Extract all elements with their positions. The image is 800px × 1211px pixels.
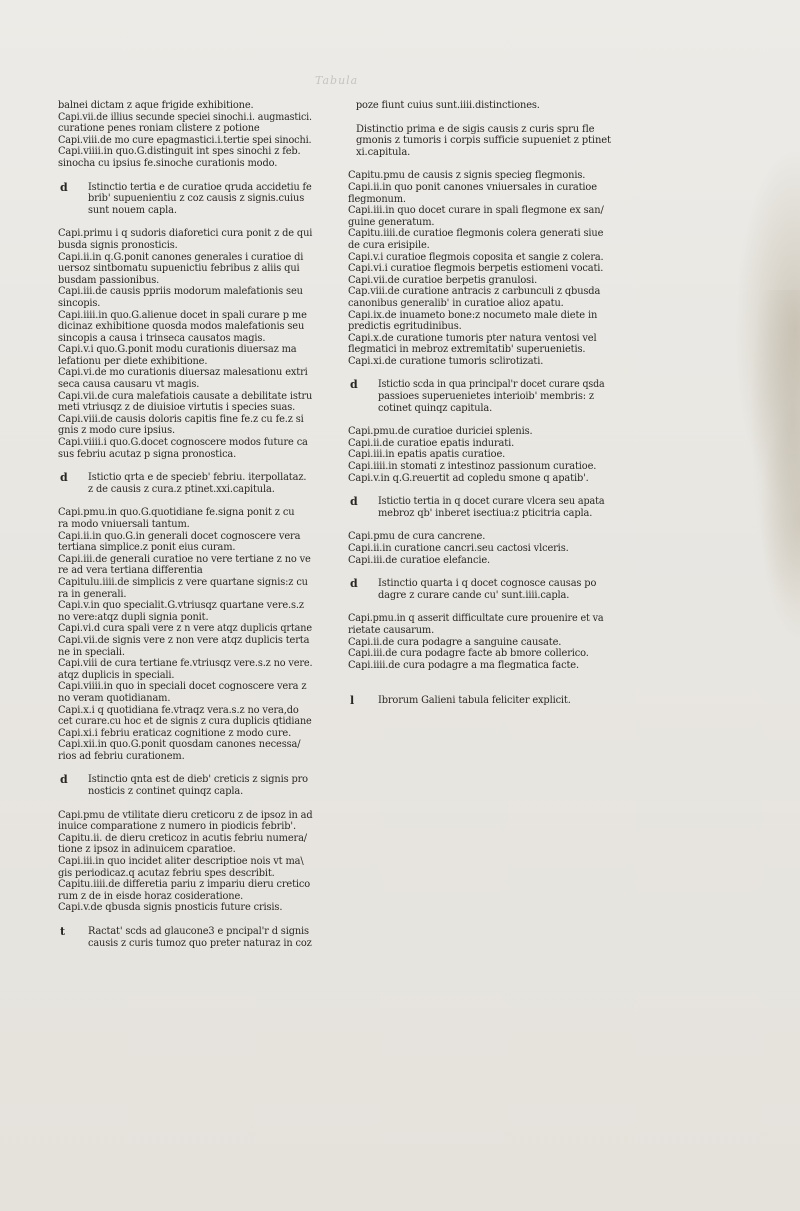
text-line: ne in speciali. <box>58 646 125 658</box>
text-line: Capi.iii.in quo incidet aliter descriptioe nois vt ma\ <box>58 856 304 868</box>
text-line: inuice comparatione z numero in piodicis febrib'. <box>58 821 296 833</box>
right-column <box>348 100 611 708</box>
text-line: Capi.v.i curatioe flegmois coposita et sangie z colera. <box>348 251 604 263</box>
left-block-3 <box>58 507 316 762</box>
right-distinction-1 <box>348 123 611 159</box>
text-line: tertiana simplice.z ponit eius curam. <box>58 542 236 554</box>
text-line: Capi.iii.de generali curatioe no vere tertiane z no ve <box>58 553 311 565</box>
text-line: Capi.primu i q sudoris diaforetici cura ponit z de qui <box>58 228 313 240</box>
text-line: Capi.pmu de vtilitate dieru creticoru z de ipsoz in ad <box>58 809 313 821</box>
section-marker: d <box>60 773 68 787</box>
text-line: Istictio scda in qua principal'r docet curare qsda <box>378 379 605 391</box>
section-heading-text <box>378 379 608 414</box>
text-line: Capi.ii.in curatione cancri.seu cactosi vlceris. <box>348 543 569 554</box>
text-line: Capitu.iiii.de differetia pariu z impariu dieru cretico <box>58 879 311 891</box>
text-line: cotinet quinqz capitula. <box>378 402 493 414</box>
section-heading-text <box>378 578 608 601</box>
text-line: gis periodicaz.q acutaz febriu spes describit. <box>58 867 275 879</box>
text-line: ra in generali. <box>58 588 127 600</box>
text-line: Capi.viiii.i quo.G.docet cognoscere modos future ca <box>58 437 308 449</box>
right-block-2 <box>348 426 608 484</box>
text-line: lefationu per diete exhibitione. <box>58 355 208 367</box>
text-line: Capi.vi.d cura spali vere z n vere atqz duplicis qrtane <box>58 623 312 635</box>
text-line: guine generatum. <box>348 216 435 228</box>
text-line: rios ad febriu curationem. <box>58 750 185 762</box>
text-line: Istinctio qnta est de dieb' creticis z signis pro <box>88 774 308 786</box>
text-line: Capi.v.de qbusda signis pnosticis future crisis. <box>58 902 283 914</box>
section-marker: d <box>350 378 358 392</box>
text-line: no vere:atqz dupli signia ponit. <box>58 611 209 623</box>
text-line: gnis z modo cure ipsius. <box>58 425 176 437</box>
text-line: Capi.viiii.in quo.G.distinguit int spes sinochi z feb. <box>58 146 301 158</box>
text-line: Capitu.ii. de dieru creticoz in acutis febriu numera/ <box>58 832 307 844</box>
text-line: Capi.ix.de inuameto bone:z nocumeto male diete in <box>348 309 598 321</box>
text-line: Capi.vii.de illius secunde speciei sinochi.i. augmastici. <box>58 111 312 123</box>
text-line: Capi.vii.de signis vere z non vere atqz duplicis terta <box>58 634 310 646</box>
text-line: Capi.xi.i febriu eraticaz cognitione z modo cure. <box>58 727 292 739</box>
text-line: Istinctio quarta i q docet cognosce causas po <box>378 578 597 590</box>
text-line: Capi.viii.de mo cure epagmastici.i.tertie spei sinochi. <box>58 134 312 146</box>
text-line: Istictio qrta e de specieb' febriu. iterpollataz. <box>88 472 307 484</box>
text-line: busdam passionibus. <box>58 274 160 286</box>
section-heading-text <box>88 774 316 797</box>
text-line: sunt nouem capla. <box>88 204 177 216</box>
text-line: Capi.ii.de curatioe epatis indurati. <box>348 437 515 449</box>
text-line: Ractat' scds ad glaucone3 e pncipal'r d signis <box>88 926 309 937</box>
text-line: passioes superuenietes interioib' membris: z <box>378 391 594 403</box>
section-marker: t <box>60 925 66 938</box>
right-section-d3 <box>348 578 608 601</box>
right-section-d1 <box>348 379 608 414</box>
text-line: Capi.xi.de curatione tumoris sclirotizati. <box>348 355 544 367</box>
text-line: dicinaz exhibitione quosda modos malefationis seu <box>58 321 305 333</box>
right-section-d2 <box>348 496 608 519</box>
left-section-d2 <box>58 472 316 495</box>
text-line: atqz duplicis in speciali. <box>58 669 175 681</box>
text-line: Capi.vi.de mo curationis diuersaz malesationu extri <box>58 367 308 379</box>
text-line: curatione penes roniam clistere z potione <box>58 123 260 135</box>
text-line: Capi.v.i quo.G.ponit modu curationis diuersaz ma <box>58 344 297 356</box>
text-line: nosticis z continet quinqz capla. <box>88 786 244 798</box>
text-line: sinocha cu ipsius fe.sinoche curationis modo. <box>58 157 278 169</box>
text-line: ra modo vniuersali tantum. <box>58 519 190 530</box>
right-block-1 <box>348 170 608 367</box>
page-stain <box>750 290 800 610</box>
text-line: Capitu.iiii.de curatioe flegmonis colera generati siue <box>348 228 604 240</box>
section-heading-text <box>378 496 608 519</box>
left-block-4 <box>58 810 316 914</box>
text-line: canonibus generalib' in curatioe alioz apatu. <box>348 297 564 309</box>
section-marker: d <box>350 577 358 591</box>
text-line: Capi.pmu de cura cancrene. <box>348 531 486 543</box>
text-line: Istinctio tertia e de curatioe qruda accidetiu fe <box>88 181 312 193</box>
text-line: uersoz sintbomatu supuenictiu febribus z aliis qui <box>58 263 300 275</box>
text-line: flegmatici in mebroz extremitatib' superuenietis. <box>348 344 586 356</box>
text-line: Capi.ii.in q.G.ponit canones generales i curatioe di <box>58 251 304 263</box>
left-block-1 <box>58 100 316 170</box>
text-line: re ad vera tertiana differentia <box>58 565 203 577</box>
explicit-text <box>378 695 608 707</box>
text-line: de cura erisipile. <box>348 239 430 251</box>
section-heading-text <box>88 472 316 495</box>
text-line: Capitulu.iiii.de simplicis z vere quartane signis:z cu <box>58 576 308 588</box>
section-marker: d <box>350 495 358 509</box>
text-line: Capi.xii.in quo.G.ponit quosdam canones necessa/ <box>58 739 301 751</box>
text-line: rum z de in eisde horaz cosideratione. <box>58 890 244 902</box>
text-line: Capi.iiii.in stomati z intestinoz passionum curatioe. <box>348 461 597 473</box>
text-line: Capi.x.i q quotidiana fe.vtraqz vera.s.z no vera,do <box>58 704 299 716</box>
text-line: Capi.viiii.in quo in speciali docet cognoscere vera z <box>58 681 307 693</box>
text-line: Capi.iii.in epatis apatis curatioe. <box>348 449 506 461</box>
text-line: Capi.iii.de curatioe elefancie. <box>348 554 491 566</box>
text-line: balnei dictam z aque frigide exhibitione. <box>58 100 254 111</box>
text-line: Capi.ii.in quo ponit canones vniuersales in curatioe <box>348 181 597 193</box>
text-line: Capitu.pmu de causis z signis specieg flegmonis. <box>348 170 586 182</box>
section-heading-text <box>88 182 316 217</box>
right-block-4 <box>348 613 608 671</box>
section-marker: l <box>350 694 355 708</box>
text-line: mebroz qb' inberet isectiua:z pticitria capla. <box>378 507 593 519</box>
text-line: Ibrorum Galieni tabula feliciter explicit. <box>378 695 571 707</box>
text-line: Capi.iii.de cura podagre facte ab bmore collerico. <box>348 648 589 660</box>
text-line: Capi.iii.in quo docet curare in spali flegmone ex san/ <box>348 205 604 217</box>
text-line: Capi.pmu.in q asserit difficultate cure prouenire et va <box>348 613 604 625</box>
text-line: Capi.ii.in quo.G.in generali docet cognoscere vera <box>58 530 301 542</box>
text-line: Capi.pmu.in quo.G.quotidiane fe.signa ponit z cu <box>58 507 295 519</box>
text-line: Capi.iii.de causis ppriis modorum malefationis seu <box>58 286 303 298</box>
text-line: Istictio tertia in q docet curare vlcera seu apata <box>378 496 605 508</box>
text-line: sincopis a causa i trinseca causatos magis. <box>58 332 266 344</box>
text-line: sus febriu acutaz p signa pronostica. <box>58 448 237 460</box>
text-line: flegmonum. <box>348 193 406 205</box>
text-line: Distinctio prima e de sigis causis z curis spru fle <box>356 123 595 135</box>
text-line: z de causis z cura.z ptinet.xxi.capitula. <box>88 483 275 495</box>
text-line: seca causa causaru vt magis. <box>58 379 200 391</box>
text-line: causis z curis tumoz quo preter naturaz in coz <box>88 937 312 949</box>
text-line: Capi.viii.de causis doloris capitis fine fe.z cu fe.z si <box>58 413 304 425</box>
text-line: dagre z curare cande cu' sunt.iiii.capla. <box>378 589 570 601</box>
right-top-line: poze fiunt cuius sunt.iiii.distinctiones. <box>355 100 540 111</box>
text-line: predictis egritudinibus. <box>348 321 462 333</box>
section-heading-text <box>88 926 316 949</box>
left-section-t <box>58 926 316 949</box>
text-line: Capi.vii.de cura malefatiois causate a debilitate istru <box>58 390 313 402</box>
text-line: Capi.x.de curatione tumoris pter natura ventosi vel <box>348 332 597 344</box>
text-line: Capi.vi.i curatioe flegmois berpetis estiomeni vocati. <box>348 263 604 275</box>
text-line: tione z ipsoz in adinuicem cparatioe. <box>58 844 236 856</box>
text-line: brib' supuenientiu z coz causis z signis.cuius <box>88 193 305 205</box>
text-line: Capi.pmu.de curatioe duriciei splenis. <box>348 426 533 438</box>
text-line: xi.capitula. <box>356 146 411 158</box>
right-block-3 <box>348 531 608 566</box>
text-line: meti vtriusqz z de diuisioe virtutis i species suas. <box>58 402 296 414</box>
text-line: no veram quotidianam. <box>58 692 171 704</box>
section-marker: d <box>60 471 68 485</box>
right-section-explicit <box>348 695 608 707</box>
text-line: Capi.iiii.in quo.G.alienue docet in spali curare p me <box>58 309 307 321</box>
text-line: cet curare.cu hoc et de signis z cura duplicis qtidiane <box>58 716 312 728</box>
text-line: Capi.v.in q.G.reuertit ad copledu smone q apatib'. <box>348 472 589 484</box>
faint-running-head: Tabula <box>315 74 359 87</box>
left-section-d3 <box>58 774 316 797</box>
text-line: Capi.v.in quo specialit.G.vtriusqz quartane vere.s.z <box>58 600 304 612</box>
text-line: Capi.iiii.de cura podagre a ma flegmatica facte. <box>348 659 579 671</box>
text-line: gmonis z tumoris i corpis sufficie supueniet z ptinet <box>356 135 611 147</box>
text-line: Cap.viii.de curatione antracis z carbunculi z qbusda <box>348 286 601 298</box>
left-block-2 <box>58 228 316 460</box>
text-line: Capi.ii.de cura podagre a sanguine causate. <box>348 636 562 648</box>
text-line: busda signis pronosticis. <box>58 239 178 251</box>
text-line: Capi.vii.de curatioe berpetis granulosi. <box>348 274 538 286</box>
left-section-d1 <box>58 182 316 217</box>
left-column <box>58 100 316 949</box>
text-line: rietate causarum. <box>348 624 435 636</box>
text-line: sincopis. <box>58 297 101 309</box>
section-marker: d <box>60 180 68 194</box>
text-line: Capi.viii de cura tertiane fe.vtriusqz vere.s.z no vere. <box>58 658 313 670</box>
